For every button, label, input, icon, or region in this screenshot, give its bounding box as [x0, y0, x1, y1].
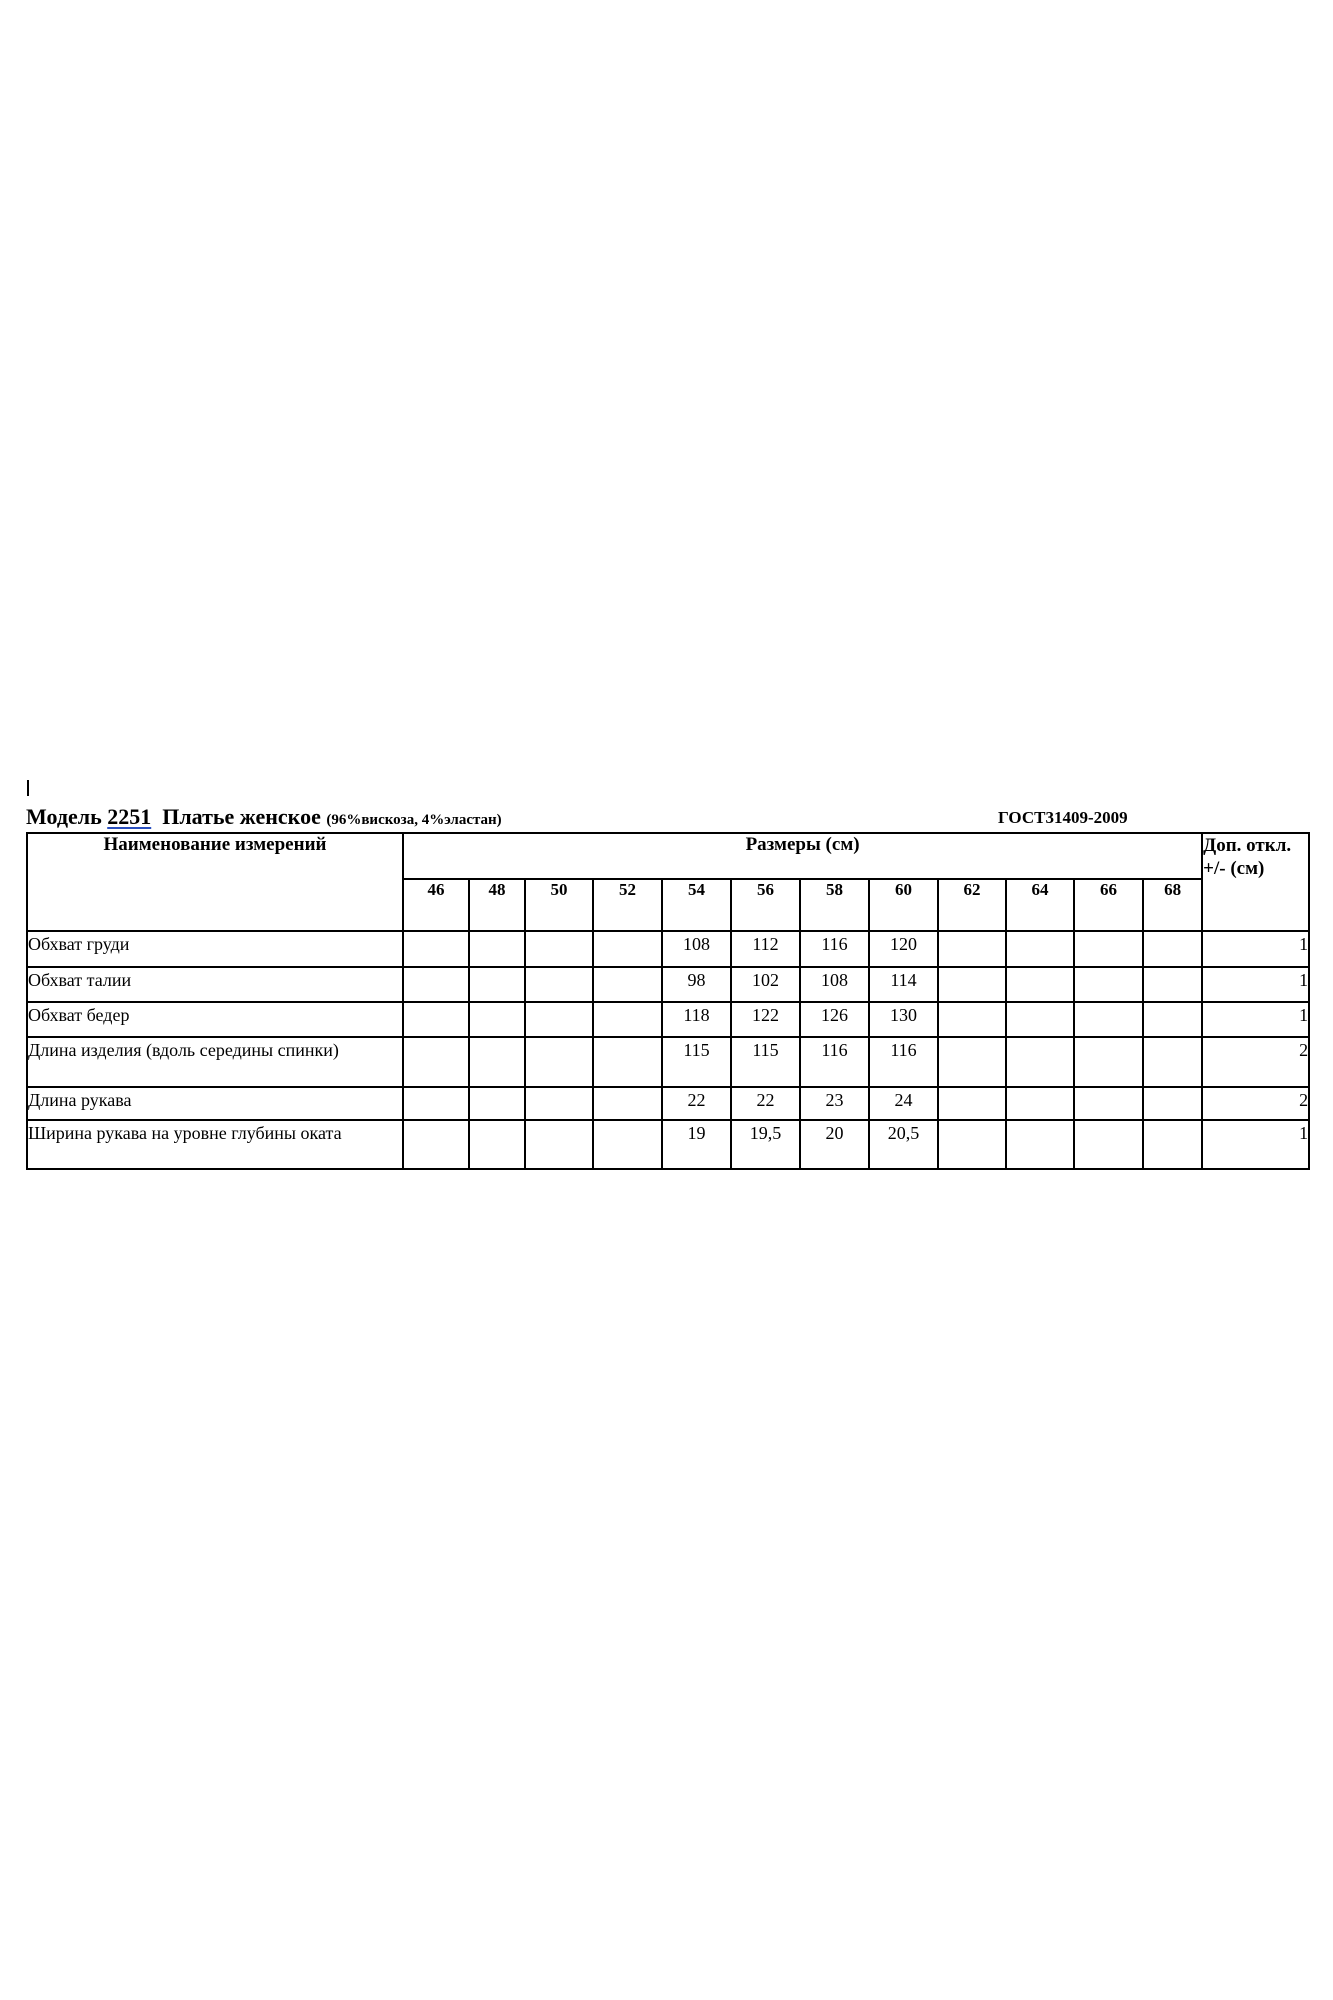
measurement-value: 120: [869, 931, 938, 967]
model-number: 2251: [107, 804, 152, 829]
measurement-value: [1006, 1120, 1074, 1169]
measurement-value: 118: [662, 1002, 731, 1037]
size-header: 52: [593, 879, 662, 931]
measurement-value: [469, 1037, 525, 1087]
measurement-value: [403, 931, 469, 967]
measurement-value: [469, 1120, 525, 1169]
measurement-value: [1143, 1037, 1202, 1087]
measurement-value: [1143, 1087, 1202, 1120]
measurement-name: Длина рукава: [27, 1087, 403, 1120]
measurement-value: [525, 1002, 593, 1037]
measurement-value: [1143, 967, 1202, 1002]
measurement-value: [525, 1037, 593, 1087]
measurement-value: [403, 1037, 469, 1087]
measurement-value: 114: [869, 967, 938, 1002]
measurement-value: 20,5: [869, 1120, 938, 1169]
size-header: 54: [662, 879, 731, 931]
measurement-value: [469, 931, 525, 967]
measurement-value: [1006, 1037, 1074, 1087]
measurement-value: 115: [731, 1037, 800, 1087]
size-header: 64: [1006, 879, 1074, 931]
tolerance-value: 2: [1202, 1037, 1309, 1087]
measurement-value: 122: [731, 1002, 800, 1037]
size-header: 60: [869, 879, 938, 931]
measurement-name: Обхват груди: [27, 931, 403, 967]
size-header: 58: [800, 879, 869, 931]
tolerance-value: 1: [1202, 1002, 1309, 1037]
measurement-name: Ширина рукава на уровне глубины оката: [27, 1120, 403, 1169]
size-header: 50: [525, 879, 593, 931]
measurement-value: [1074, 1087, 1143, 1120]
size-header: 68: [1143, 879, 1202, 931]
measurement-value: [938, 1037, 1006, 1087]
measurement-value: [1006, 967, 1074, 1002]
measurement-value: [938, 967, 1006, 1002]
measurement-value: 112: [731, 931, 800, 967]
measurement-value: [593, 1002, 662, 1037]
size-header: 48: [469, 879, 525, 931]
size-header: 62: [938, 879, 1006, 931]
tolerance-value: 2: [1202, 1087, 1309, 1120]
header-sizes: Размеры (см): [403, 833, 1202, 879]
measurement-name: Обхват бедер: [27, 1002, 403, 1037]
measurement-value: 108: [662, 931, 731, 967]
measurement-value: [1143, 1120, 1202, 1169]
measurement-value: 130: [869, 1002, 938, 1037]
measurement-value: [403, 1120, 469, 1169]
measurement-value: [469, 1002, 525, 1037]
measurement-value: [1074, 1037, 1143, 1087]
tolerance-value: 1: [1202, 931, 1309, 967]
measurement-value: [1074, 967, 1143, 1002]
measurement-value: [593, 967, 662, 1002]
measurement-value: 102: [731, 967, 800, 1002]
table-row: [27, 1002, 1309, 1037]
measurement-value: [403, 967, 469, 1002]
measurement-value: [403, 1087, 469, 1120]
measurement-value: [1074, 1002, 1143, 1037]
size-header: 66: [1074, 879, 1143, 931]
table-row: [27, 931, 1309, 967]
table-row: [27, 1120, 1309, 1169]
measurement-value: [938, 1120, 1006, 1169]
measurement-value: [1143, 1002, 1202, 1037]
measurement-value: [525, 967, 593, 1002]
measurement-value: 19,5: [731, 1120, 800, 1169]
measurement-value: [1006, 1002, 1074, 1037]
measurement-value: 126: [800, 1002, 869, 1037]
measurement-value: [593, 1037, 662, 1087]
gost-standard: ГОСТ31409-2009: [998, 808, 1128, 827]
measurement-value: [593, 1120, 662, 1169]
fabric-composition: (96%вискоза, 4%эластан): [326, 812, 502, 828]
measurement-value: [938, 931, 1006, 967]
measurement-value: [938, 1002, 1006, 1037]
measurement-value: 108: [800, 967, 869, 1002]
size-header: 56: [731, 879, 800, 931]
table-row: [27, 1037, 1309, 1087]
measurement-value: [525, 1120, 593, 1169]
size-header: 46: [403, 879, 469, 931]
measurement-value: 20: [800, 1120, 869, 1169]
measurement-name: Обхват талии: [27, 967, 403, 1002]
measurement-value: [403, 1002, 469, 1037]
header-tolerance: Доп. откл. +/- (см): [1202, 833, 1309, 931]
measurement-value: [525, 931, 593, 967]
measurement-value: 23: [800, 1087, 869, 1120]
measurement-value: [593, 1087, 662, 1120]
measurement-value: [1074, 931, 1143, 967]
text-cursor: [27, 780, 29, 796]
measurement-value: 22: [662, 1087, 731, 1120]
document-title: [26, 804, 1306, 832]
measurement-value: 116: [800, 1037, 869, 1087]
measurement-value: 115: [662, 1037, 731, 1087]
measurement-value: 116: [869, 1037, 938, 1087]
size-chart-table: [26, 832, 1310, 1170]
measurement-value: 116: [800, 931, 869, 967]
measurement-value: [525, 1087, 593, 1120]
tolerance-value: 1: [1202, 967, 1309, 1002]
table-row: [27, 1087, 1309, 1120]
measurement-value: [469, 967, 525, 1002]
measurement-value: [469, 1087, 525, 1120]
tolerance-value: 1: [1202, 1120, 1309, 1169]
table-row: [27, 967, 1309, 1002]
measurement-value: [1006, 1087, 1074, 1120]
measurement-value: [938, 1087, 1006, 1120]
measurement-value: [1074, 1120, 1143, 1169]
header-measurement-name: Наименование измерений: [27, 833, 403, 931]
title-prefix: Модель: [26, 804, 108, 829]
measurement-value: [593, 931, 662, 967]
measurement-name: Длина изделия (вдоль середины спинки): [27, 1037, 403, 1087]
measurement-value: 24: [869, 1087, 938, 1120]
measurement-value: 22: [731, 1087, 800, 1120]
measurement-value: 98: [662, 967, 731, 1002]
measurement-value: [1143, 931, 1202, 967]
measurement-value: 19: [662, 1120, 731, 1169]
measurement-value: [1006, 931, 1074, 967]
product-name: Платье женское: [151, 804, 327, 829]
